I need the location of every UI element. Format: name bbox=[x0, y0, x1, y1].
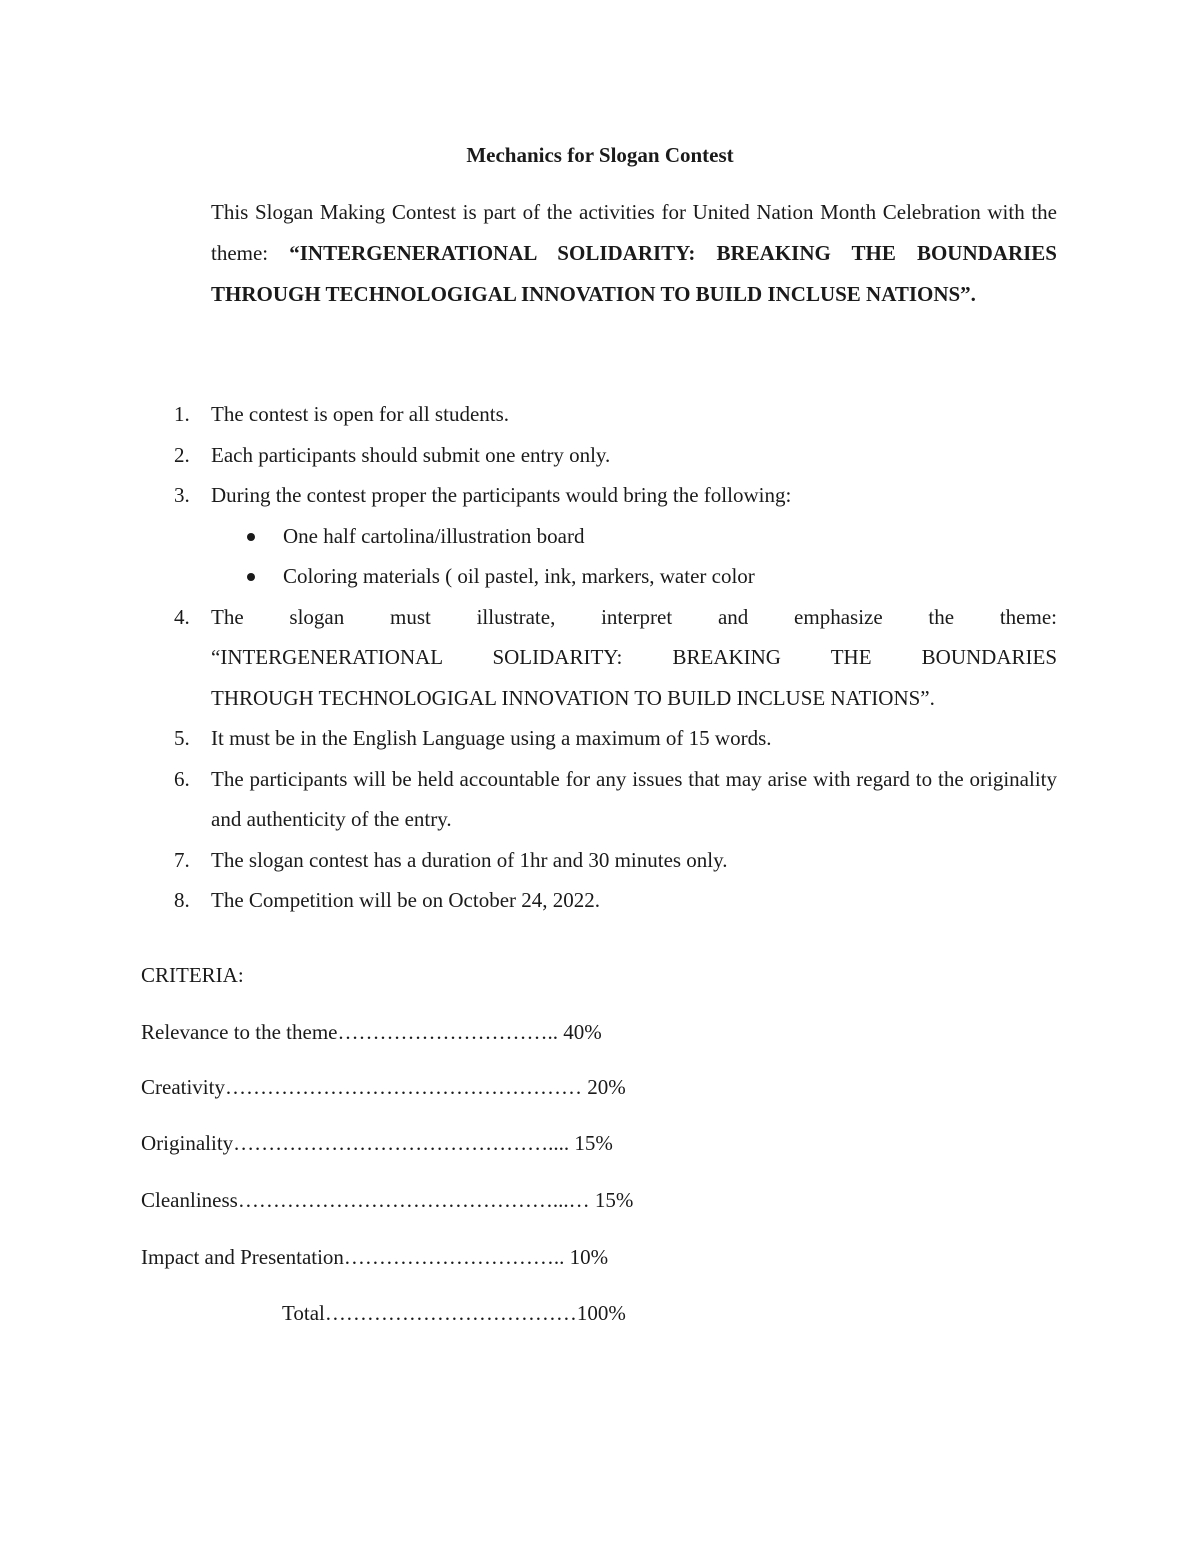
list-item bbox=[174, 880, 1057, 921]
list-item bbox=[174, 759, 1057, 840]
list-number: 4. bbox=[174, 604, 190, 629]
list-item-text: THROUGH TECHNOLOGIGAL INNOVATION TO BUILD INCLUSE NATIONS”. bbox=[211, 685, 935, 710]
bullet-item bbox=[211, 556, 1057, 597]
list-item-text: Each participants should submit one entry only. bbox=[211, 442, 611, 467]
rules-list bbox=[174, 394, 1057, 921]
list-number: 5. bbox=[174, 726, 190, 750]
criteria-row: Relevance to the theme………………………….. 40% bbox=[141, 1020, 602, 1044]
page-title: Mechanics for Slogan Contest bbox=[466, 143, 734, 167]
criteria-row: Cleanliness………………………………………...… 15% bbox=[141, 1188, 634, 1212]
criteria-total: Total………………………………100% bbox=[282, 1301, 626, 1325]
list-item bbox=[174, 475, 1057, 597]
criteria-row: Impact and Presentation………………………….. 10% bbox=[141, 1245, 609, 1269]
bring-items-list bbox=[211, 516, 1057, 597]
list-number: 3. bbox=[174, 483, 190, 507]
list-number: 6. bbox=[174, 766, 190, 791]
list-item-text: It must be in the English Language using a maximum of 15 words. bbox=[211, 726, 772, 750]
intro-paragraph bbox=[211, 192, 1057, 315]
list-item-text: The contest is open for all students. bbox=[211, 402, 510, 426]
list-item bbox=[174, 840, 1057, 881]
list-number: 8. bbox=[174, 888, 190, 912]
list-item-text: The participants will be held accountable for any issues that may arise with regard to the originality and authenticity of the entry. bbox=[211, 766, 1057, 831]
list-item bbox=[174, 435, 1057, 476]
bullet-icon bbox=[247, 533, 255, 541]
list-item-text: The Competition will be on October 24, 2022. bbox=[211, 888, 601, 912]
bullet-icon bbox=[247, 573, 255, 581]
list-item bbox=[174, 394, 1057, 435]
list-item-text: During the contest proper the participants would bring the following: bbox=[211, 483, 792, 507]
list-item bbox=[174, 597, 1057, 719]
criteria-row: Creativity…………………………………………… 20% bbox=[141, 1075, 626, 1099]
intro-theme: “INTERGENERATIONAL SOLIDARITY: BREAKING THE BOUNDARIES THROUGH TECHNOLOGIGAL INNOVATION TO BUILD INCLUSE NATIONS”. bbox=[211, 241, 1057, 306]
list-item-text: The slogan must illustrate, interpret and emphasize the theme: bbox=[211, 604, 1057, 629]
list-number: 7. bbox=[174, 847, 190, 872]
list-item-text: “INTERGENERATIONAL SOLIDARITY: BREAKING THE BOUNDARIES bbox=[211, 645, 1057, 669]
list-number: 2. bbox=[174, 442, 190, 467]
criteria-row: Originality……………………………………….... 15% bbox=[141, 1131, 613, 1155]
list-number: 1. bbox=[174, 402, 190, 426]
bullet-item-text: Coloring materials ( oil pastel, ink, markers, water color bbox=[283, 564, 755, 588]
list-item bbox=[174, 718, 1057, 759]
criteria-heading: CRITERIA: bbox=[141, 963, 244, 987]
bullet-item bbox=[211, 516, 1057, 557]
list-item-text: The slogan contest has a duration of 1hr and 30 minutes only. bbox=[211, 847, 728, 872]
bullet-item-text: One half cartolina/illustration board bbox=[283, 523, 585, 548]
intro-text: This Slogan Making Contest is part of the activities for United Nation Month Celebration with the theme: bbox=[211, 200, 1057, 265]
